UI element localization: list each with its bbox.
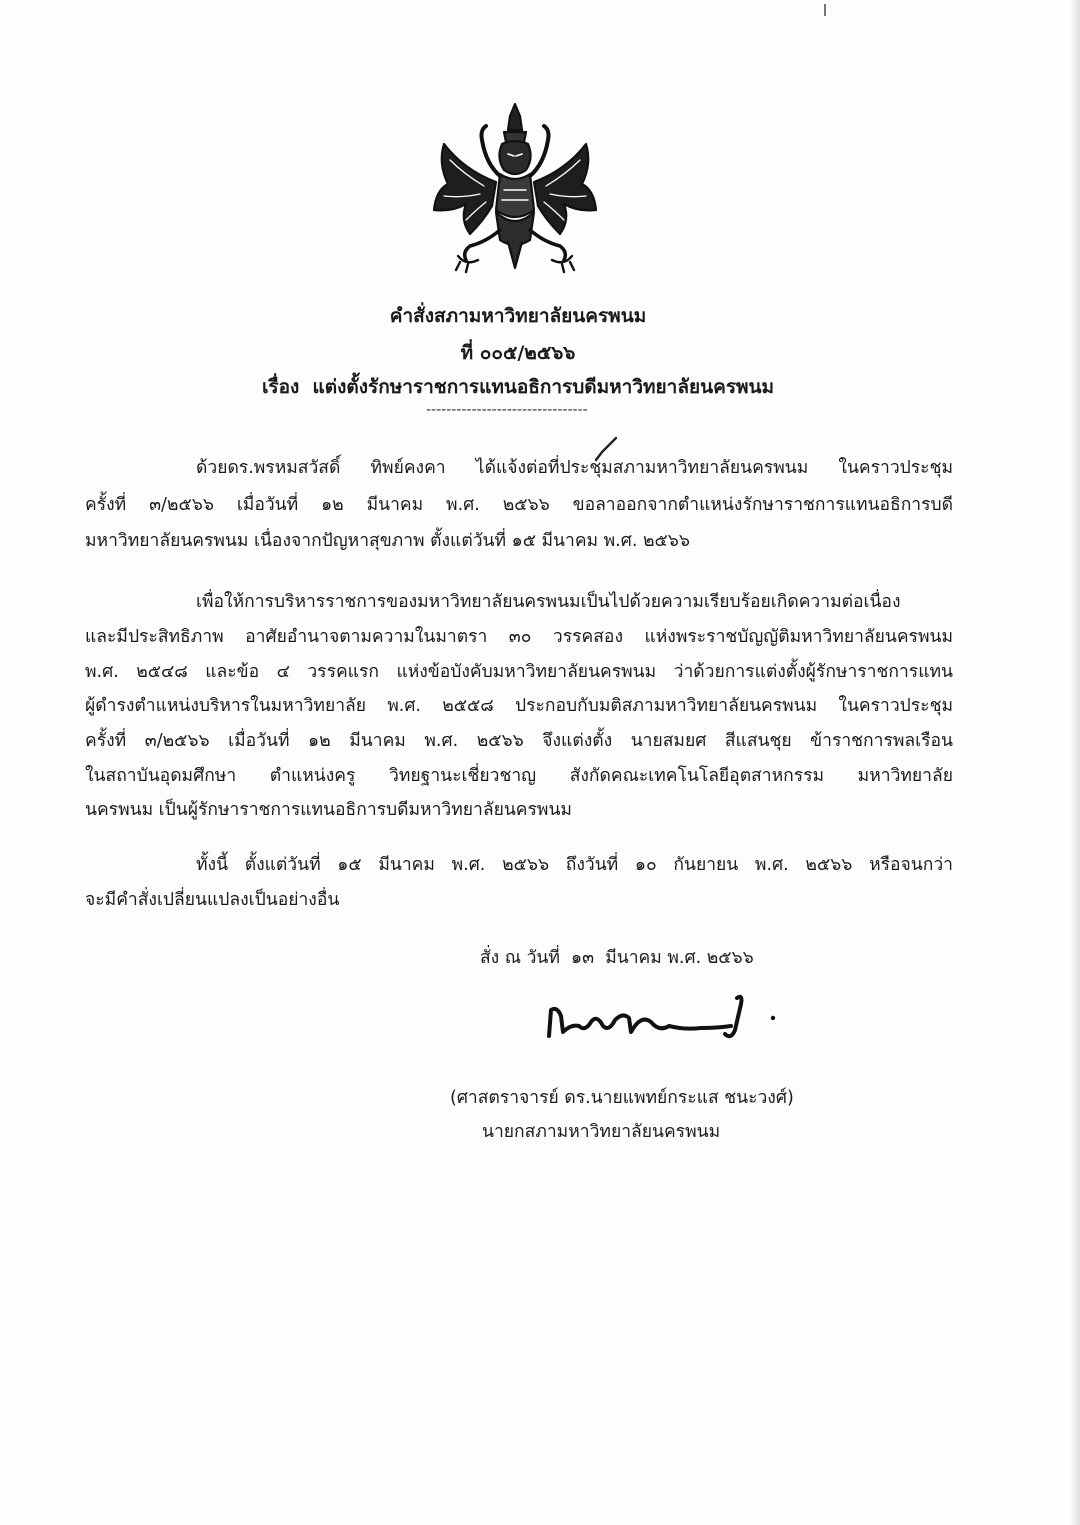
paragraph-3-line: ทั้งนี้ ตั้งแต่วันที่ ๑๕ มีนาคม พ.ศ. ๒๕๖๖ ถึงวันที่ ๑๐ กันยายน พ.ศ. ๒๕๖๖ หรือจนกว่า <box>196 855 953 875</box>
paragraph-2-line: ครั้งที่ ๓/๒๕๖๖ เมื่อวันที่ ๑๒ มีนาคม พ.ศ. ๒๕๖๖ จึงแต่งตั้ง นายสมยศ สีแสนชุย ข้าราชการพลเรือน <box>85 731 953 751</box>
separator-line: -------------------------------- <box>426 402 588 418</box>
garuda-emblem-icon <box>430 100 600 280</box>
paragraph-2-line: ในสถาบันอุดมศึกษา ตำแหน่งครู วิทยฐานะเชี่ยวชาญ สังกัดคณะเทคโนโลยีอุตสาหกรรม มหาวิทยาลัย <box>85 766 953 786</box>
paragraph-1-line: ครั้งที่ ๓/๒๕๖๖ เมื่อวันที่ ๑๒ มีนาคม พ.ศ. ๒๕๖๖ ขอลาออกจากตำแหน่งรักษาราชการแทนอธิการบดี <box>85 495 953 515</box>
paragraph-2-line: เพื่อให้การบริหารราชการของมหาวิทยาลัยนครพนมเป็นไปด้วยความเรียบร้อยเกิดความต่อเนื่อง <box>196 592 901 612</box>
paragraph-2-line: นครพนม เป็นผู้รักษาราชการแทนอธิการบดีมหาวิทยาลัยนครพนม <box>85 800 572 820</box>
paragraph-1-line: ด้วยดร.พรหมสวัสดิ์ ทิพย์คงคา ได้แจ้งต่อที่ประชุมสภามหาวิทยาลัยนครพนม ในคราวประชุม <box>196 458 953 478</box>
signer-name: (ศาสตราจารย์ ดร.นายแพทย์กระแส ชนะวงศ์) <box>450 1088 794 1108</box>
order-date: สั่ง ณ วันที่ ๑๓ มีนาคม พ.ศ. ๒๕๖๖ <box>480 948 754 968</box>
subject-line: เรื่อง แต่งตั้งรักษาราชการแทนอธิการบดีมหาวิทยาลัยนครพนม <box>261 376 775 398</box>
page-edge-shadow <box>1070 0 1080 1525</box>
paragraph-1-line: มหาวิทยาลัยนครพนม เนื่องจากปัญหาสุขภาพ ตั้งแต่วันที่ ๑๕ มีนาคม พ.ศ. ๒๕๖๖ <box>85 531 690 551</box>
paragraph-2-line: และมีประสิทธิภาพ อาศัยอำนาจตามความในมาตรา ๓๐ วรรคสอง แห่งพระราชบัญญัติมหาวิทยาลัยนครพนม <box>85 627 953 647</box>
order-number: ที่ ๐๐๕/๒๕๖๖ <box>460 342 576 364</box>
scan-mark <box>824 4 826 16</box>
signer-position: นายกสภามหาวิทยาลัยนครพนม <box>482 1122 721 1142</box>
paragraph-2-line: พ.ศ. ๒๕๔๘ และข้อ ๔ วรรคแรก แห่งข้อบังคับมหาวิทยาลัยนครพนม ว่าด้วยการแต่งตั้งผู้รักษาราชการแทน <box>85 662 953 682</box>
document-title: คำสั่งสภามหาวิทยาลัยนครพนม <box>389 305 647 327</box>
paragraph-3-line: จะมีคำสั่งเปลี่ยนแปลงเป็นอย่างอื่น <box>85 890 340 910</box>
paragraph-2-line: ผู้ดำรงตำแหน่งบริหารในมหาวิทยาลัย พ.ศ. ๒๕๕๘ ประกอบกับมติสภามหาวิทยาลัยนครพนม ในคราวประชุม <box>85 696 953 716</box>
signature-image <box>545 992 785 1048</box>
